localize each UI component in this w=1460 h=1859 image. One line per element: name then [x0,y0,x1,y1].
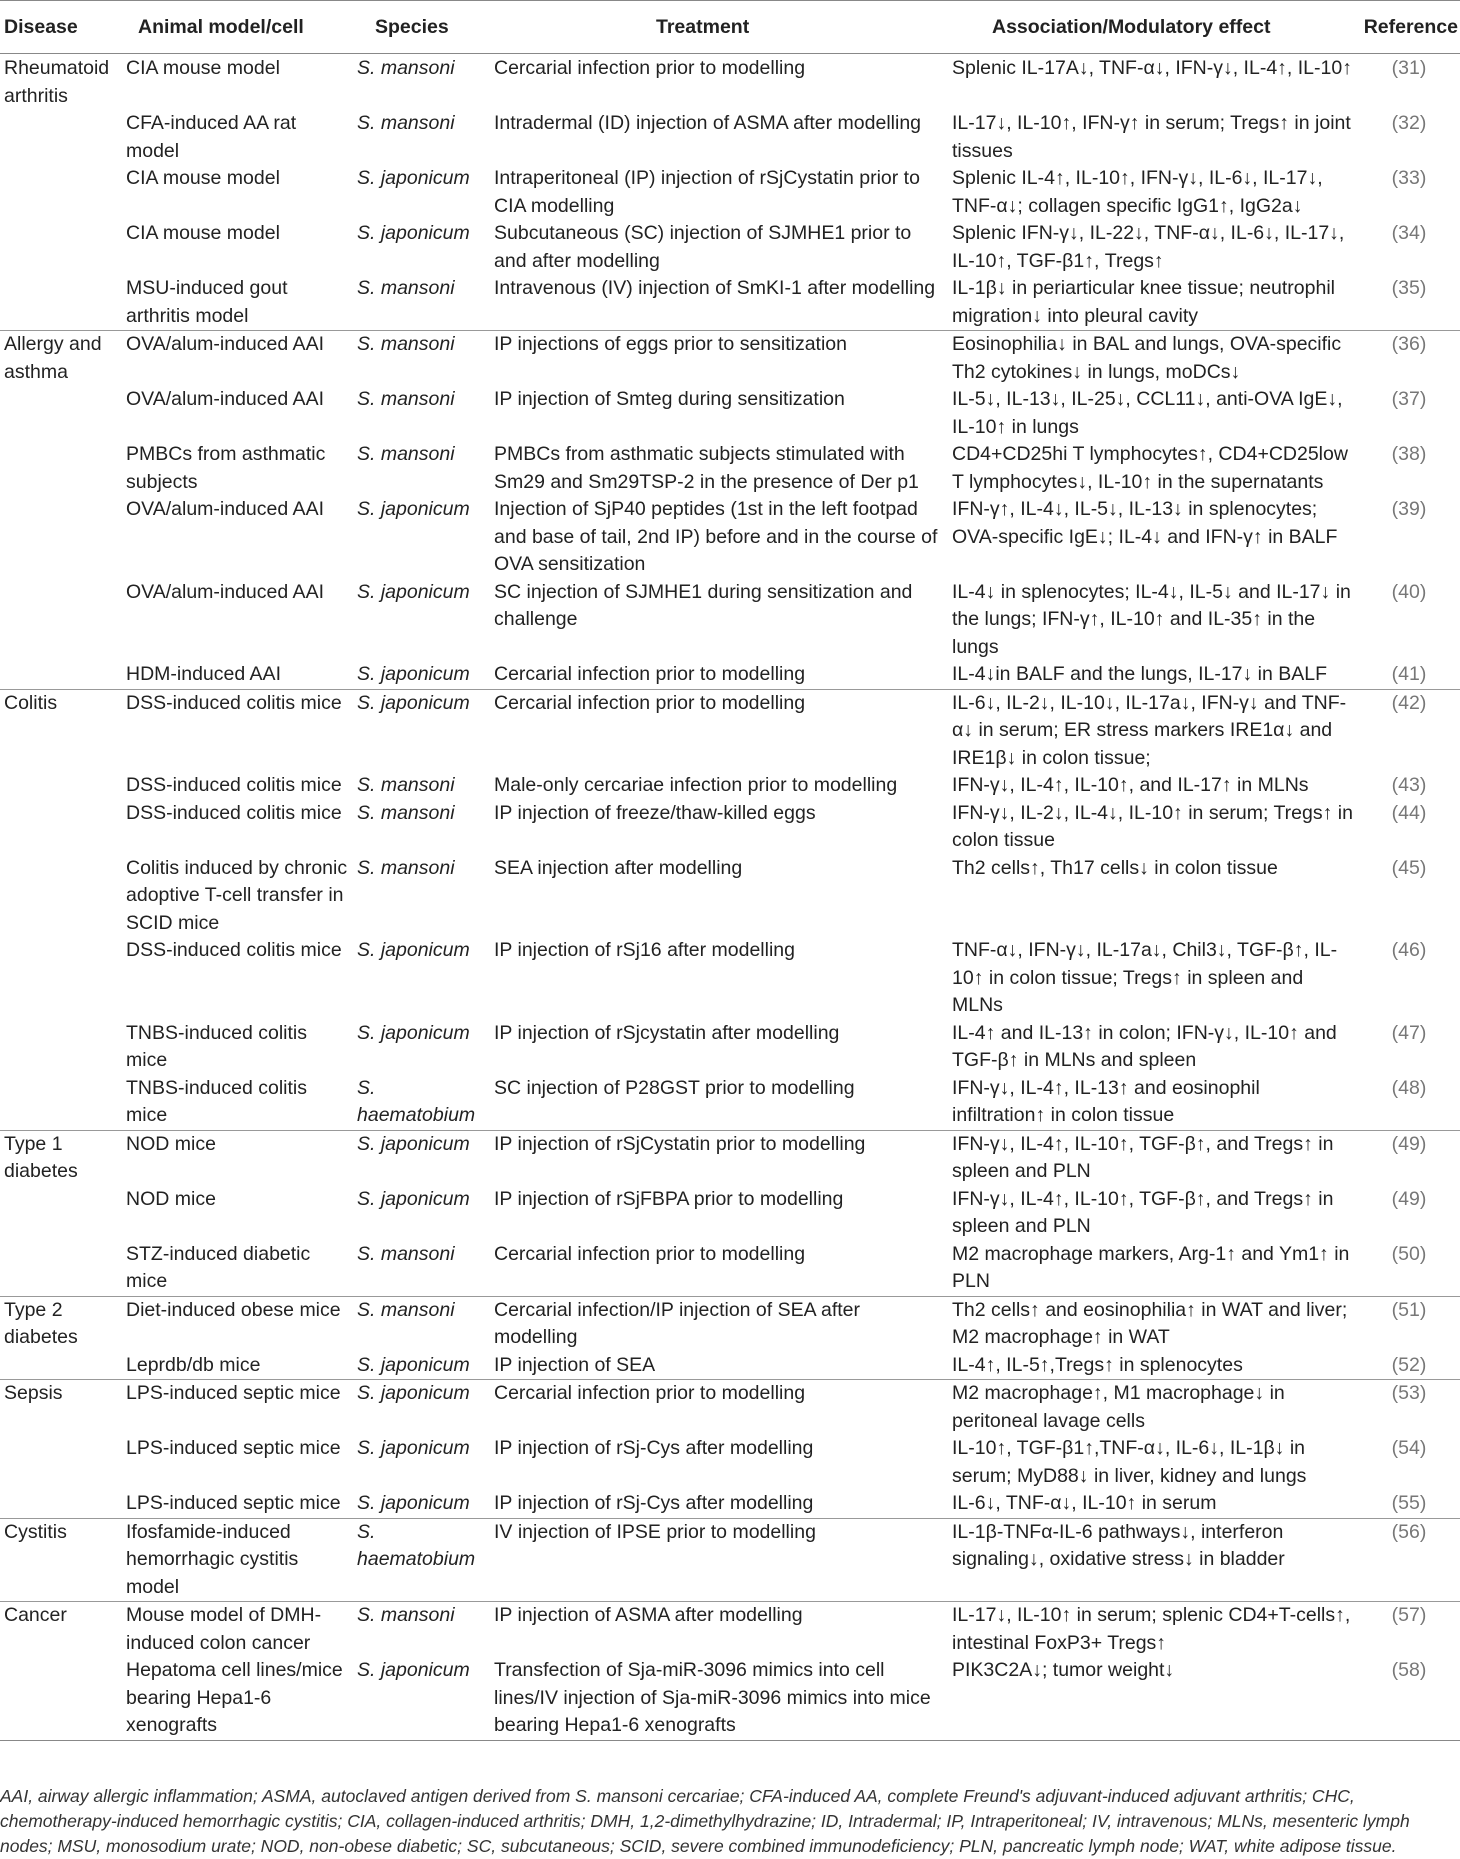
treatment-cell: IP injection of ASMA after modelling [488,1602,942,1658]
treatment-cell: Male-only cercariae infection prior to modelling [494,774,898,796]
effect-cell: IL-6↓, TNF-α↓, IL-10↑ in serum [952,1492,1217,1514]
table-row [0,855,1460,938]
treatment-cell: IP injection of SEA [494,1353,656,1376]
treatment-cell: SC injection of P28GST prior to modelling [494,1076,855,1099]
table-row [0,331,1460,387]
reference-cell: (53) [1358,1380,1460,1436]
header-reference: Reference [1363,15,1458,38]
table-row [0,220,1460,275]
reference-cell: (37) [1391,388,1427,410]
effect-cell: IFN-γ↓, IL-4↑, IL-10↑, and IL-17↑ in MLNs [952,774,1309,796]
treatment-cell: PMBCs from asthmatic subjects stimulated with Sm29 and Sm29TSP-2 in the presence of Der p1 [494,443,919,493]
model-cell: STZ-induced diabetic mice [126,1242,311,1292]
table-row [0,1435,1460,1490]
table-row [0,937,1460,1020]
table-row [0,661,1460,689]
effect-cell: IFN-γ↓, IL-4↑, IL-13↑ and eosinophil infiltration↑ in colon tissue [952,1076,1260,1126]
model-cell: OVA/alum-induced AAI [126,388,324,410]
species-cell: S. japonicum [357,222,470,244]
species-cell: S. mansoni [353,1296,488,1352]
treatment-cell: Cercarial infection prior to modelling [494,57,806,79]
species-cell: S. japonicum [357,663,470,685]
effect-cell: IL-17↓, IL-10↑, IFN-γ↑ in serum; Tregs↑ in joint tissues [952,112,1351,162]
table-row [0,1296,1460,1352]
table-row [0,496,1460,579]
reference-cell: (47) [1391,1021,1427,1044]
table-row [0,1186,1460,1241]
disease-cell: Colitis [0,689,118,772]
table-row [0,800,1460,855]
model-cell: CFA-induced AA rat model [126,112,297,162]
reference-cell: (38) [1391,443,1427,465]
disease-cell [0,1186,118,1241]
disease-cell [0,1020,118,1075]
treatment-cell: IP injection of rSjcystatin after modelling [494,1021,840,1044]
species-cell: S. mansoni [357,277,455,299]
table-row [0,54,1460,111]
reference-cell: (52) [1391,1353,1427,1376]
disease-cell [0,661,118,689]
model-cell: Ifosfamide-induced hemorrhagic cystitis model [118,1518,353,1602]
model-cell: NOD mice [118,1130,353,1186]
model-cell: Colitis induced by chronic adoptive T-cell transfer in SCID mice [126,856,348,934]
species-cell: S. japonicum [353,689,488,772]
disease-cell: Cancer [0,1602,118,1658]
disease-cell [0,1075,118,1131]
reference-cell: (46) [1391,939,1427,961]
model-cell: DSS-induced colitis mice [118,689,353,772]
table-body [0,54,1460,1741]
model-cell: TNBS-induced colitis mice [126,1021,307,1071]
species-cell: S. mansoni [357,774,455,796]
model-cell: PMBCs from asthmatic subjects [126,443,326,493]
effect-cell: IL-5↓, IL-13↓, IL-25↓, CCL11↓, anti-OVA IgE↓, IL-10↑ in lungs [952,388,1343,438]
disease-cell [0,1657,118,1740]
treatment-cell: Intravenous (IV) injection of SmKI-1 after modelling [494,277,936,299]
disease-cell [0,496,118,579]
disease-cell [0,855,118,938]
treatment-cell: Cercarial infection prior to modelling [494,1242,806,1265]
model-cell: LPS-induced septic mice [118,1380,353,1436]
effect-cell: IL-1β-TNFα-IL-6 pathways↓, interferon signaling↓, oxidative stress↓ in bladder [942,1518,1358,1602]
species-cell: S. mansoni [357,801,455,824]
species-cell: S. japonicum [357,498,470,520]
species-cell: S. mansoni [357,388,455,410]
table-row [0,1352,1460,1380]
treatment-cell: Cercarial infection prior to modelling [488,689,942,772]
model-cell: OVA/alum-induced AAI [126,498,324,520]
treatment-cell: Intradermal (ID) injection of ASMA after modelling [494,112,922,134]
species-cell: S. mansoni [353,1602,488,1658]
model-cell: OVA/alum-induced AAI [118,331,353,387]
effect-cell: CD4+CD25hi T lymphocytes↑, CD4+CD25low T lymphocytes↓, IL-10↑ in the supernatants [952,443,1348,493]
reference-cell: (31) [1391,57,1427,79]
disease-cell [0,110,118,165]
model-cell: Mouse model of DMH-induced colon cancer [118,1602,353,1658]
header-effect: Association/Modulatory effect [992,15,1271,38]
table-row [0,165,1460,220]
model-cell: Hepatoma cell lines/mice bearing Hepa1-6 xenografts [118,1657,353,1740]
table-row [0,1490,1460,1518]
effect-cell: Eosinophilia↓ in BAL and lungs, OVA-specific Th2 cytokines↓ in lungs, moDCs↓ [942,331,1358,387]
species-cell: S. haematobium [353,1518,488,1602]
disease-cell: Rheumatoid arthritis [4,57,110,107]
effect-cell: IL-17↓, IL-10↑ in serum; splenic CD4+T-cells↑, intestinal FoxP3+ Tregs↑ [942,1602,1358,1658]
disease-cell [0,1241,118,1297]
table-row [0,1602,1460,1658]
disease-cell: Sepsis [0,1380,118,1436]
disease-cell: Cystitis [0,1518,118,1602]
reference-cell: (49) [1358,1130,1460,1186]
disease-cell [0,1490,118,1518]
species-cell: S. japonicum [357,1021,470,1044]
disease-cell [0,165,118,220]
disease-cell: Type 2 diabetes [0,1296,118,1352]
reference-cell: (42) [1358,689,1460,772]
effect-cell: IFN-γ↑, IL-4↓, IL-5↓, IL-13↓ in splenocytes; OVA-specific IgE↓; IL-4↓ and IFN-γ↑ in BALF [952,498,1338,548]
table-row [0,1518,1460,1602]
treatment-cell: IV injection of IPSE prior to modelling [488,1518,942,1602]
reference-cell: (33) [1391,167,1427,189]
reference-cell: (54) [1391,1437,1427,1459]
model-cell: LPS-induced septic mice [126,1492,341,1514]
species-cell: S. haematobium [357,1076,476,1126]
model-cell: DSS-induced colitis mice [126,801,342,824]
reference-cell: (32) [1391,112,1427,134]
reference-cell: (56) [1358,1518,1460,1602]
species-cell: S. mansoni [357,112,455,134]
disease-cell [0,386,118,441]
disease-cell [0,937,118,1020]
effect-cell: Splenic IFN-γ↓, IL-22↓, TNF-α↓, IL-6↓, IL-17↓, IL-10↑, TGF-β1↑, Tregs↑ [952,222,1345,272]
disease-cell [0,772,118,800]
reference-cell: (57) [1358,1602,1460,1658]
disease-cell [0,579,118,662]
table-row [0,579,1460,662]
model-cell: DSS-induced colitis mice [126,774,342,796]
effect-cell: IFN-γ↓, IL-4↑, IL-10↑, TGF-β↑, and Tregs↑ in spleen and PLN [952,1187,1334,1237]
header-species: Species [375,15,449,38]
model-cell: LPS-induced septic mice [126,1437,341,1459]
reference-cell: (58) [1358,1657,1460,1740]
model-cell: Leprdb/db mice [126,1353,261,1376]
reference-cell: (39) [1391,498,1427,520]
species-cell: S. japonicum [357,167,470,189]
treatment-cell: Cercarial infection/IP injection of SEA after modelling [488,1296,942,1352]
table-row [0,1657,1460,1740]
species-cell: S. japonicum [353,1380,488,1436]
table-row [0,1130,1460,1186]
header-row [0,1,1460,54]
effect-cell: Th2 cells↑ and eosinophilia↑ in WAT and liver; M2 macrophage↑ in WAT [942,1296,1358,1352]
species-cell: S. japonicum [357,1492,470,1514]
reference-cell: (50) [1391,1242,1427,1265]
species-cell: S. japonicum [357,1187,470,1210]
reference-cell: (49) [1391,1187,1427,1210]
table-row [0,1075,1460,1131]
disease-cell: Allergy and asthma [0,331,118,387]
species-cell: S. japonicum [357,939,470,961]
effect-cell: IL-4↓ in splenocytes; IL-4↓, IL-5↓ and IL-17↓ in the lungs; IFN-γ↑, IL-10↑ and IL-35↑ in the lungs [952,580,1351,658]
species-cell: S. japonicum [357,580,470,603]
effect-cell: TNF-α↓, IFN-γ↓, IL-17a↓, Chil3↓, TGF-β↑, IL-10↑ in colon tissue; Tregs↑ in spleen and MLNs [952,939,1338,1016]
table-row [0,1020,1460,1075]
reference-cell: (48) [1391,1076,1427,1099]
disease-cell: Type 1 diabetes [0,1130,118,1186]
treatment-cell: Subcutaneous (SC) injection of SJMHE1 prior to and after modelling [494,222,912,272]
model-cell: CIA mouse model [126,57,280,79]
species-cell: S. mansoni [357,57,455,79]
table-row [0,1380,1460,1436]
effect-cell: IL-1β↓ in periarticular knee tissue; neutrophil migration↓ into pleural cavity [952,277,1335,327]
disease-cell [0,800,118,855]
table-row [0,772,1460,800]
treatment-cell: SEA injection after modelling [494,856,743,879]
disease-cell [0,1352,118,1380]
effect-cell: IL-6↓, IL-2↓, IL-10↓, IL-17a↓, IFN-γ↓ and TNF-α↓ in serum; ER stress markers IRE1α↓ and IRE1β↓ in colon tissue; [942,689,1358,772]
model-cell: DSS-induced colitis mice [126,939,342,961]
effect-cell: IL-4↑ and IL-13↑ in colon; IFN-γ↓, IL-10↑ and TGF-β↑ in MLNs and spleen [952,1021,1337,1071]
species-cell: S. japonicum [357,1437,470,1459]
header-treatment: Treatment [656,15,750,38]
model-cell: HDM-induced AAI [126,663,281,685]
species-cell: S. mansoni [357,443,455,465]
table-row [0,275,1460,331]
model-cell: Diet-induced obese mice [118,1296,353,1352]
treatment-cell: Cercarial infection prior to modelling [494,663,806,685]
model-cell: NOD mice [126,1187,216,1210]
treatment-cell: IP injections of eggs prior to sensitization [488,331,942,387]
header-disease: Disease [4,15,78,38]
reference-cell: (41) [1391,663,1427,685]
table-row [0,1241,1460,1297]
treatment-cell: IP injection of rSj16 after modelling [494,939,795,961]
treatment-cell: IP injection of rSj-Cys after modelling [494,1437,814,1459]
treatment-cell: SC injection of SJMHE1 during sensitization and challenge [494,580,913,630]
reference-cell: (36) [1358,331,1460,387]
treatment-cell: IP injection of Smteg during sensitization [494,388,845,410]
effect-cell: Splenic IL-17A↓, TNF-α↓, IFN-γ↓, IL-4↑, IL-10↑ [952,57,1352,79]
disease-cell [0,441,118,496]
treatment-cell: IP injection of rSjFBPA prior to modelling [494,1187,844,1210]
treatment-cell: IP injection of freeze/thaw-killed eggs [494,801,816,824]
reference-cell: (35) [1391,277,1427,299]
species-cell: S. japonicum [357,1353,470,1376]
effect-cell: IL-4↓in BALF and the lungs, IL-17↓ in BALF [952,663,1328,685]
reference-cell: (44) [1391,801,1427,824]
species-cell: S. mansoni [357,1242,455,1265]
reference-cell: (45) [1391,856,1427,879]
header-animal-model: Animal model/cell [138,15,304,38]
model-cell: OVA/alum-induced AAI [126,580,324,603]
effect-cell: Th2 cells↑, Th17 cells↓ in colon tissue [952,856,1278,879]
reference-cell: (55) [1391,1492,1427,1514]
model-cell: CIA mouse model [126,167,280,189]
reference-cell: (40) [1391,580,1427,603]
reference-cell: (34) [1391,222,1427,244]
model-cell: CIA mouse model [126,222,280,244]
treatment-cell: Intraperitoneal (IP) injection of rSjCystatin prior to CIA modelling [494,167,920,217]
effect-cell: IFN-γ↓, IL-4↑, IL-10↑, TGF-β↑, and Tregs↑ in spleen and PLN [942,1130,1358,1186]
effect-cell: PIK3C2A↓; tumor weight↓ [942,1657,1358,1740]
treatment-cell: Injection of SjP40 peptides (1st in the left footpad and base of tail, 2nd IP) before and in the course of OVA sensitization [494,498,938,575]
table-row [0,110,1460,165]
effect-cell: IL-10↑, TGF-β1↑,TNF-α↓, IL-6↓, IL-1β↓ in serum; MyD88↓ in liver, kidney and lungs [952,1437,1307,1487]
table-row [0,689,1460,772]
treatment-cell: IP injection of rSjCystatin prior to modelling [488,1130,942,1186]
species-cell: S. mansoni [357,856,455,879]
table-row [0,386,1460,441]
effect-cell: M2 macrophage markers, Arg-1↑ and Ym1↑ in PLN [952,1242,1350,1292]
effect-cell: IFN-γ↓, IL-2↓, IL-4↓, IL-10↑ in serum; Tregs↑ in colon tissue [952,801,1353,851]
table-row [0,441,1460,496]
species-cell: S. japonicum [353,1130,488,1186]
disease-cell [0,220,118,275]
treatment-cell: Cercarial infection prior to modelling [488,1380,942,1436]
model-cell: MSU-induced gout arthritis model [126,277,288,327]
effect-cell: IL-4↑, IL-5↑,Tregs↑ in splenocytes [952,1353,1243,1376]
treatment-cell: IP injection of rSj-Cys after modelling [494,1492,814,1514]
species-cell: S. mansoni [353,331,488,387]
reference-cell: (43) [1391,774,1427,796]
model-cell: TNBS-induced colitis mice [126,1076,307,1126]
effect-cell: M2 macrophage↑, M1 macrophage↓ in peritoneal lavage cells [942,1380,1358,1436]
species-cell: S. japonicum [353,1657,488,1740]
effect-cell: Splenic IL-4↑, IL-10↑, IFN-γ↓, IL-6↓, IL-17↓, TNF-α↓; collagen specific IgG1↑, IgG2a↓ [952,167,1323,217]
reference-cell: (51) [1358,1296,1460,1352]
disease-cell [0,1435,118,1490]
disease-cell [0,275,118,331]
table-footnote: AAI, airway allergic inflammation; ASMA, autoclaved antigen derived from S. mansoni cercariae; CFA-induced AA, complete Freund's adjuvant-induced adjuvant arthritis; CHC, chemotherapy-induced hemorrhagic cystitis; CIA, collagen-induced arthritis; DMH, 1,2-dimethylhydrazine; ID, Intradermal; IP, Intraperitoneal; IV, intravenous; MLNs, mesenteric lymph nodes; MSU, monosodium urate; NOD, non-obese diabetic; SC, subcutaneous; SCID, severe combined immunodeficiency; PLN, pancreatic lymph node; WAT, white adipose tissue. [0,1786,1410,1856]
treatment-cell: Transfection of Sja-miR-3096 mimics into cell lines/IV injection of Sja-miR-3096 mimics into mice bearing Hepa1-6 xenografts [488,1657,942,1740]
